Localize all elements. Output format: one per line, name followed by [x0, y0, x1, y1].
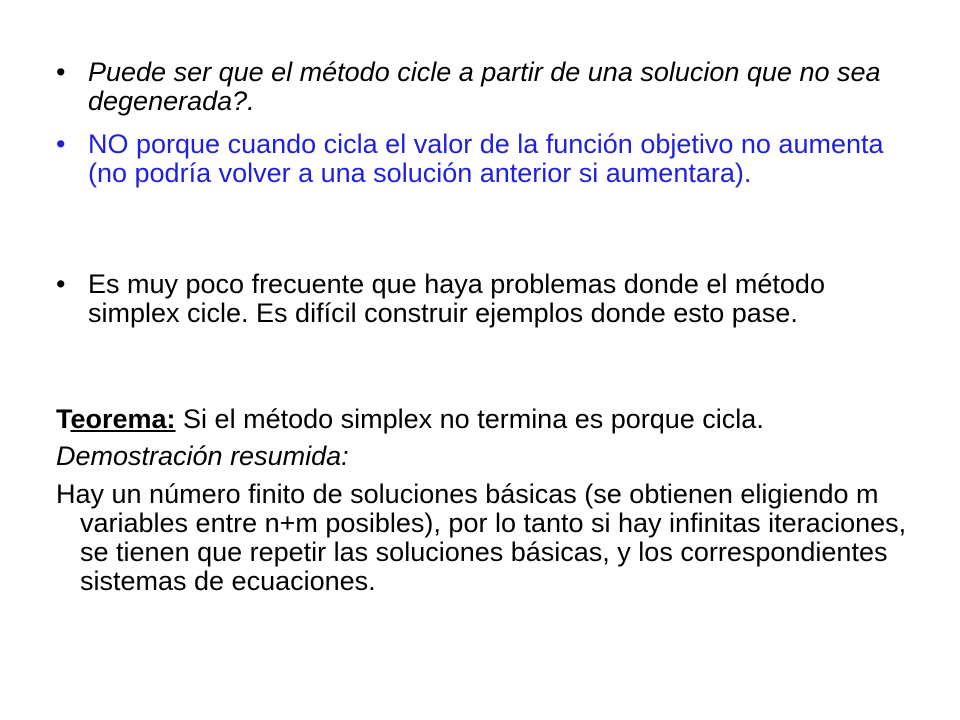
- theorem-statement: Si el método simplex no termina es porque cicla.: [175, 404, 764, 434]
- bullet-remark: [56, 270, 916, 328]
- theorem-label: eorema:: [70, 404, 176, 434]
- bullet-marker: •: [56, 57, 66, 87]
- theorem-label-first-letter: T: [56, 404, 71, 434]
- proof-body: Hay un número finito de soluciones básicas (se obtienen eligiendo m variables entre n+m posibles), por lo tanto si hay infinitas iteraciones, se tienen que repetir las soluciones básicas, y los correspondientes sistemas de ecuaciones.: [56, 479, 907, 596]
- proof-heading: Demostración resumida:: [56, 441, 349, 471]
- bullet-remark-text: Es muy poco frecuente que haya problemas donde el método simplex cicle. Es difícil construir ejemplos donde esto pase.: [88, 269, 825, 328]
- bullet-question: [56, 58, 916, 116]
- bullet-answer-text: NO porque cuando cicla el valor de la función objetivo no aumenta (no podría volver a una solución anterior si aumentara).: [88, 129, 884, 188]
- bullet-marker: •: [56, 269, 66, 299]
- bullet-marker: •: [56, 129, 66, 159]
- bullet-answer: [56, 130, 916, 188]
- bullet-question-text: Puede ser que el método cicle a partir de una solucion que no sea degenerada?.: [88, 57, 881, 116]
- theorem: [56, 405, 916, 434]
